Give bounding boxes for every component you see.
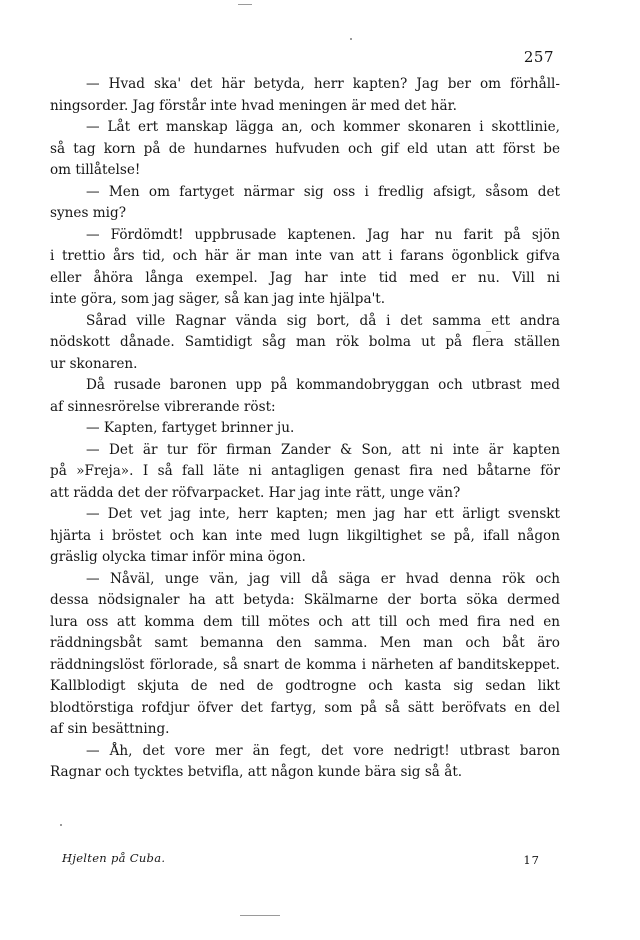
text-line: — Kapten, fartyget brinner ju. [86,420,295,436]
page-number: 257 [523,48,554,66]
text-line: — Nåväl, unge vän, jag vill då säga er hvad denna rök och [86,570,560,587]
text-line: blodtörstiga rofdjur öfver det fartyg, som på så sätt beröfvats en del [50,699,560,716]
text-line: i trettio års tid, och här är man inte van att i farans ögonblick gifva [50,248,560,264]
signature-mark: Hjelten på Cuba. [62,851,166,865]
text-line: Ragnar och tycktes betvifla, att någon kunde bära sig så åt. [50,764,463,780]
text-line: Då rusade baronen upp på kommandobryggan och utbrast med [86,377,560,393]
scan-speck [60,824,62,826]
text-line: så tag korn på de hundarnes hufvuden och gif eld utan att först be [50,140,560,157]
text-line: räddningsbåt samt bemanna den samma. Men man och båt äro [50,635,560,651]
text-line: lura oss att komma dem till mötes och att till och med fira ned en [50,613,560,630]
text-line: — Fördömdt! uppbrusade kaptenen. Jag har nu farit på sjön [86,226,560,243]
text-line: synes mig? [50,205,126,221]
text-line: — Det är tur för firman Zander & Son, att ni inte är kapten [86,441,560,458]
signature-number: 17 [523,853,540,867]
text-line: om tillåtelse! [50,162,141,178]
scan-speck [350,38,352,40]
body-text [50,74,560,784]
text-line: inte göra, som jag säger, så kan jag inte hjälpa't. [50,291,386,307]
text-line: ur skonaren. [50,355,138,372]
scan-speck [240,915,280,916]
text-line: på »Freja». I så fall läte ni antagligen genast fira ned båtarne för [50,463,560,479]
text-line: att rädda det der röfvarpacket. Har jag inte rätt, unge vän? [50,484,461,501]
text-line: hjärta i bröstet och kan inte med lugn likgiltighet se på, ifall någon [50,527,560,544]
text-line: — Åh, det vore mer än fegt, det vore nedrigt! utbrast baron [86,742,560,759]
text-line: af sin besättning. [50,721,170,737]
text-line: — Men om fartyget närmar sig oss i fredlig afsigt, såsom det [86,183,560,200]
page-footer [62,851,542,871]
text-line: — Låt ert manskap lägga an, och kommer skonaren i skottlinie, [86,119,560,135]
text-line: Sårad ville Ragnar vända sig bort, då i det samma ett andra [86,312,560,329]
text-line: nödskott dånade. Samtidigt såg man rök bolma ut på flera ställen [50,334,560,350]
scan-speck [486,331,491,332]
text-line: — Det vet jag inte, herr kapten; men jag har ett ärligt svenskt [86,506,560,522]
text-line: af sinnesrörelse vibrerande röst: [50,398,276,415]
scan-speck [238,4,252,5]
text-line: eller åhöra långa exempel. Jag har inte tid med er nu. Vill ni [50,269,560,286]
text-line: dessa nödsignaler ha att betyda: Skälmarne der borta söka dermed [50,592,560,608]
text-line: räddningslöst förlorade, så snart de komma i närheten af banditskeppet. [50,656,560,673]
text-line: — Hvad ska' det här betyda, herr kapten? Jag ber om förhåll- [86,76,560,92]
text-line: Kallblodigt skjuta de ned de godtrogne och kasta sig sedan likt [50,678,560,694]
text-line: gräslig olycka timar inför mina ögon. [50,549,306,565]
text-line: ningsorder. Jag förstår inte hvad meningen är med det här. [50,97,457,114]
